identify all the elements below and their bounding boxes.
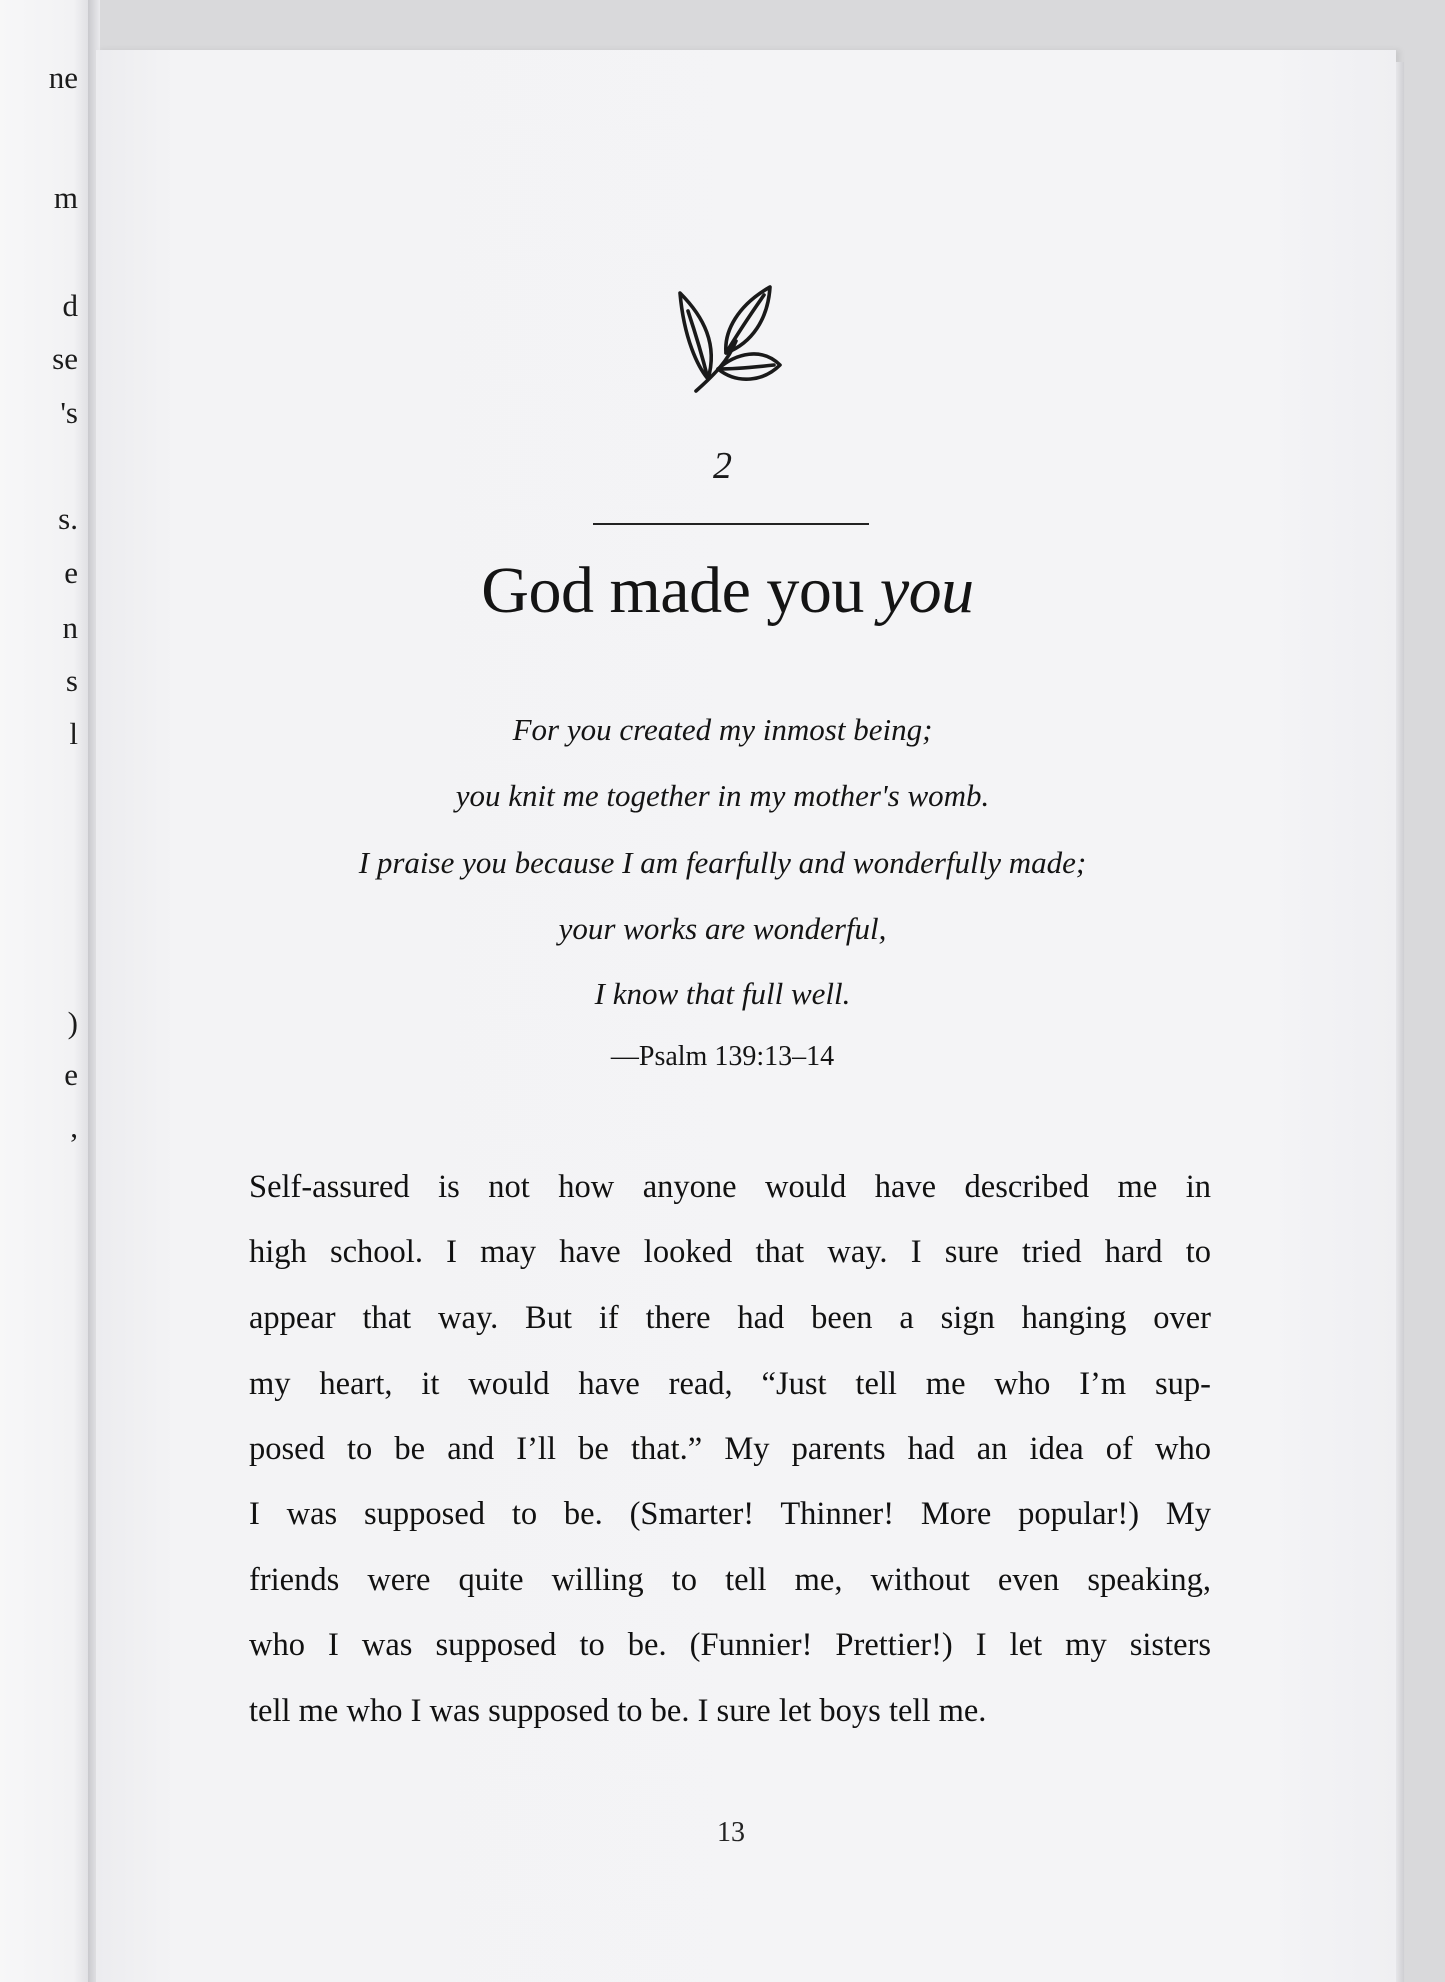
leaf-sprig-icon xyxy=(678,283,782,399)
left-page-fragment: ne xyxy=(48,60,78,95)
left-page-fragment: , xyxy=(70,1109,78,1144)
body-text-line: posed to be and I’ll be that.” My parents had an idea of who xyxy=(249,1431,1211,1467)
left-page-fragment: d xyxy=(62,288,78,323)
left-page-fragment: n xyxy=(62,610,78,645)
chapter-title-emphasis: you xyxy=(879,554,974,627)
epigraph-line: I know that full well. xyxy=(594,976,851,1011)
epigraph-line: I praise you because I am fearfully and wonderfully made; xyxy=(358,845,1087,880)
body-text-line: friends were quite willing to tell me, without even speaking, xyxy=(249,1562,1211,1598)
left-page-fragment: ) xyxy=(67,1005,78,1040)
epigraph-line: your works are wonderful, xyxy=(558,911,887,946)
left-page-fragment: se xyxy=(52,341,78,376)
title-divider xyxy=(593,523,869,525)
epigraph-line: For you created my inmost being; xyxy=(512,712,933,747)
body-text-line: I was supposed to be. (Smarter! Thinner! More popular!) My xyxy=(249,1496,1211,1532)
chapter-title-main: God made you xyxy=(481,554,864,627)
left-page-fragment: l xyxy=(69,716,78,751)
left-page-fragment: e xyxy=(64,555,78,590)
left-page-fragment: m xyxy=(53,180,78,215)
left-page-fragment: 's xyxy=(60,395,78,430)
chapter-title xyxy=(0,553,1445,629)
body-text-line: tell me who I was supposed to be. I sure let boys tell me. xyxy=(249,1693,987,1729)
body-text-line: high school. I may have looked that way. I sure tried hard to xyxy=(249,1234,1211,1270)
body-text-line: appear that way. But if there had been a sign hanging over xyxy=(249,1300,1211,1336)
body-text-line: who I was supposed to be. (Funnier! Prettier!) I let my sisters xyxy=(249,1627,1211,1663)
body-text-line: Self-assured is not how anyone would have described me in xyxy=(249,1169,1211,1205)
left-page-fragment: s xyxy=(65,663,78,698)
left-page-fragment: e xyxy=(64,1057,78,1092)
scripture-citation: —Psalm 139:13–14 xyxy=(610,1041,835,1072)
chapter-number: 2 xyxy=(713,445,732,487)
epigraph-line: you knit me together in my mother's womb. xyxy=(455,778,990,813)
left-page-fragment: s. xyxy=(58,501,78,536)
body-text-line: my heart, it would have read, “Just tell me who I’m sup- xyxy=(249,1366,1211,1402)
page-number: 13 xyxy=(717,1817,745,1848)
